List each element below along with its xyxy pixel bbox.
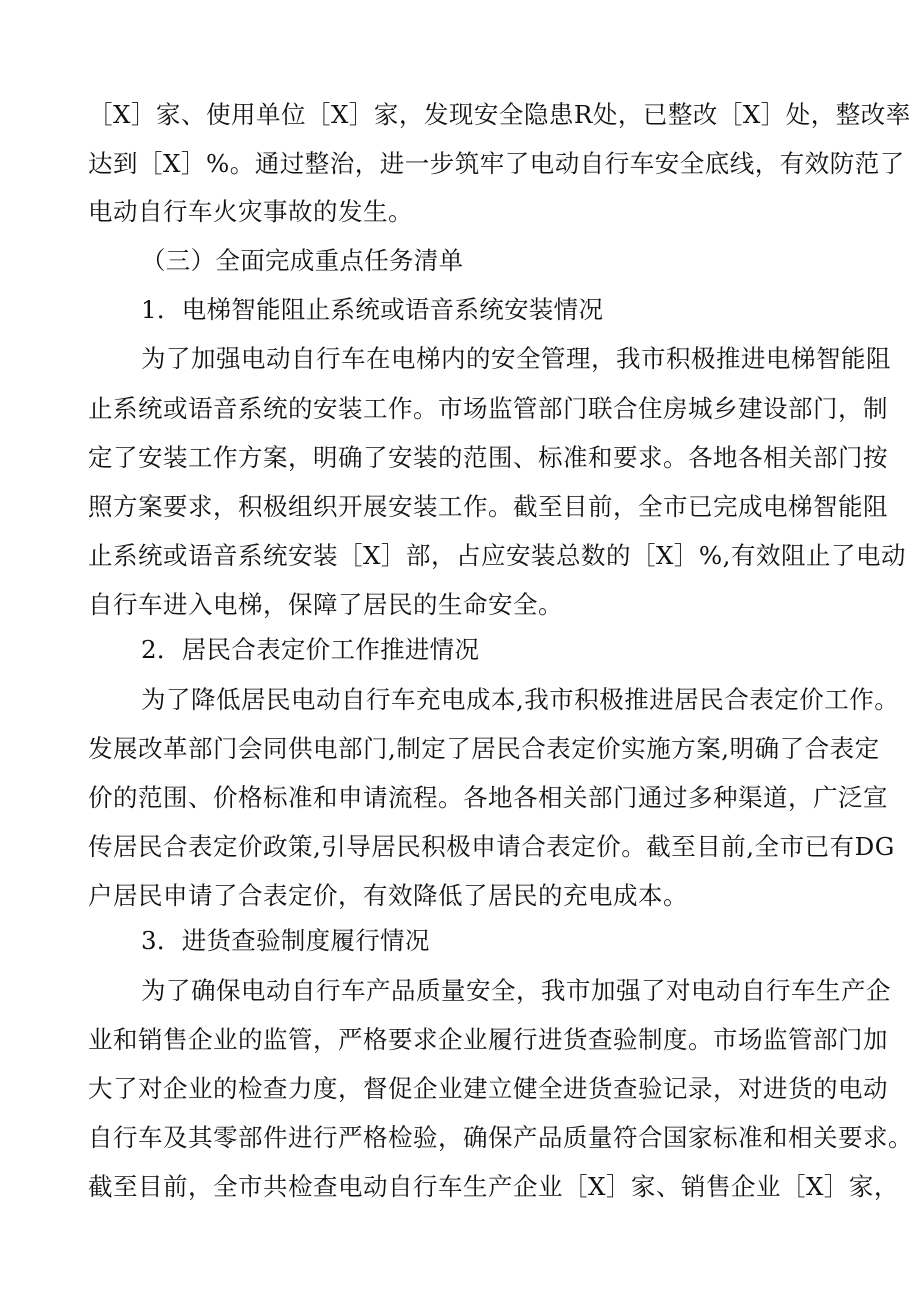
body-text-line: 截至目前，全市共检查电动自行车生产企业［X］家、销售企业［X］家，	[88, 1172, 899, 1201]
body-text-line: 大了对企业的检查力度，督促企业建立健全进货查验记录，对进货的电动	[88, 1074, 888, 1103]
section-heading: （三）全面完成重点任务清单	[141, 246, 464, 275]
body-text-line: 电动自行车火灾事故的发生。	[88, 197, 413, 226]
body-text-line: 为了加强电动自行车在电梯内的安全管理，我市积极推进电梯智能阻	[141, 344, 891, 373]
subsection-heading-2: 2．居民合表定价工作推进情况	[141, 635, 480, 664]
subsection-heading-3: 3．进货查验制度履行情况	[141, 926, 430, 955]
body-text-line: 自行车及其零部件进行严格检验，确保产品质量符合国家标准和相关要求。	[88, 1123, 913, 1152]
body-text-line: 业和销售企业的监管，严格要求企业履行进货查验制度。市场监管部门加	[88, 1025, 888, 1054]
body-text-line: 价的范围、价格标准和申请流程。各地各相关部门通过多种渠道，广泛宣	[88, 783, 888, 812]
body-text-line: 止系统或语音系统的安装工作。市场监管部门联合住房城乡建设部门，制	[88, 394, 888, 423]
subsection-heading-1: 1．电梯智能阻止系统或语音系统安装情况	[141, 295, 604, 324]
body-text-line: 止系统或语音系统安装［X］部，占应安装总数的［X］%,有效阻止了电动	[88, 541, 906, 570]
body-text-line: 户居民申请了合表定价，有效降低了居民的充电成本。	[88, 881, 688, 910]
body-text-line: 为了降低居民电动自行车充电成本,我市积极推进居民合表定价工作。	[141, 685, 900, 714]
body-text-line: 发展改革部门会同供电部门,制定了居民合表定价实施方案,明确了合表定	[88, 734, 880, 763]
body-text-line: 为了确保电动自行车产品质量安全，我市加强了对电动自行车生产企	[141, 976, 891, 1005]
body-text-line: 达到［X］%。通过整治，进一步筑牢了电动自行车安全底线，有效防范了	[88, 149, 905, 178]
body-text-line: 传居民合表定价政策,引导居民积极申请合表定价。截至目前,全市已有DG	[88, 832, 895, 861]
body-text-line: ［X］家、使用单位［X］家，发现安全隐患R处，已整改［X］处，整改率	[88, 100, 911, 129]
body-text-line: 照方案要求，积极组织开展安装工作。截至目前，全市已完成电梯智能阻	[88, 492, 888, 521]
body-text-line: 定了安装工作方案，明确了安装的范围、标准和要求。各地各相关部门按	[88, 443, 888, 472]
body-text-line: 自行车进入电梯，保障了居民的生命安全。	[88, 590, 563, 619]
